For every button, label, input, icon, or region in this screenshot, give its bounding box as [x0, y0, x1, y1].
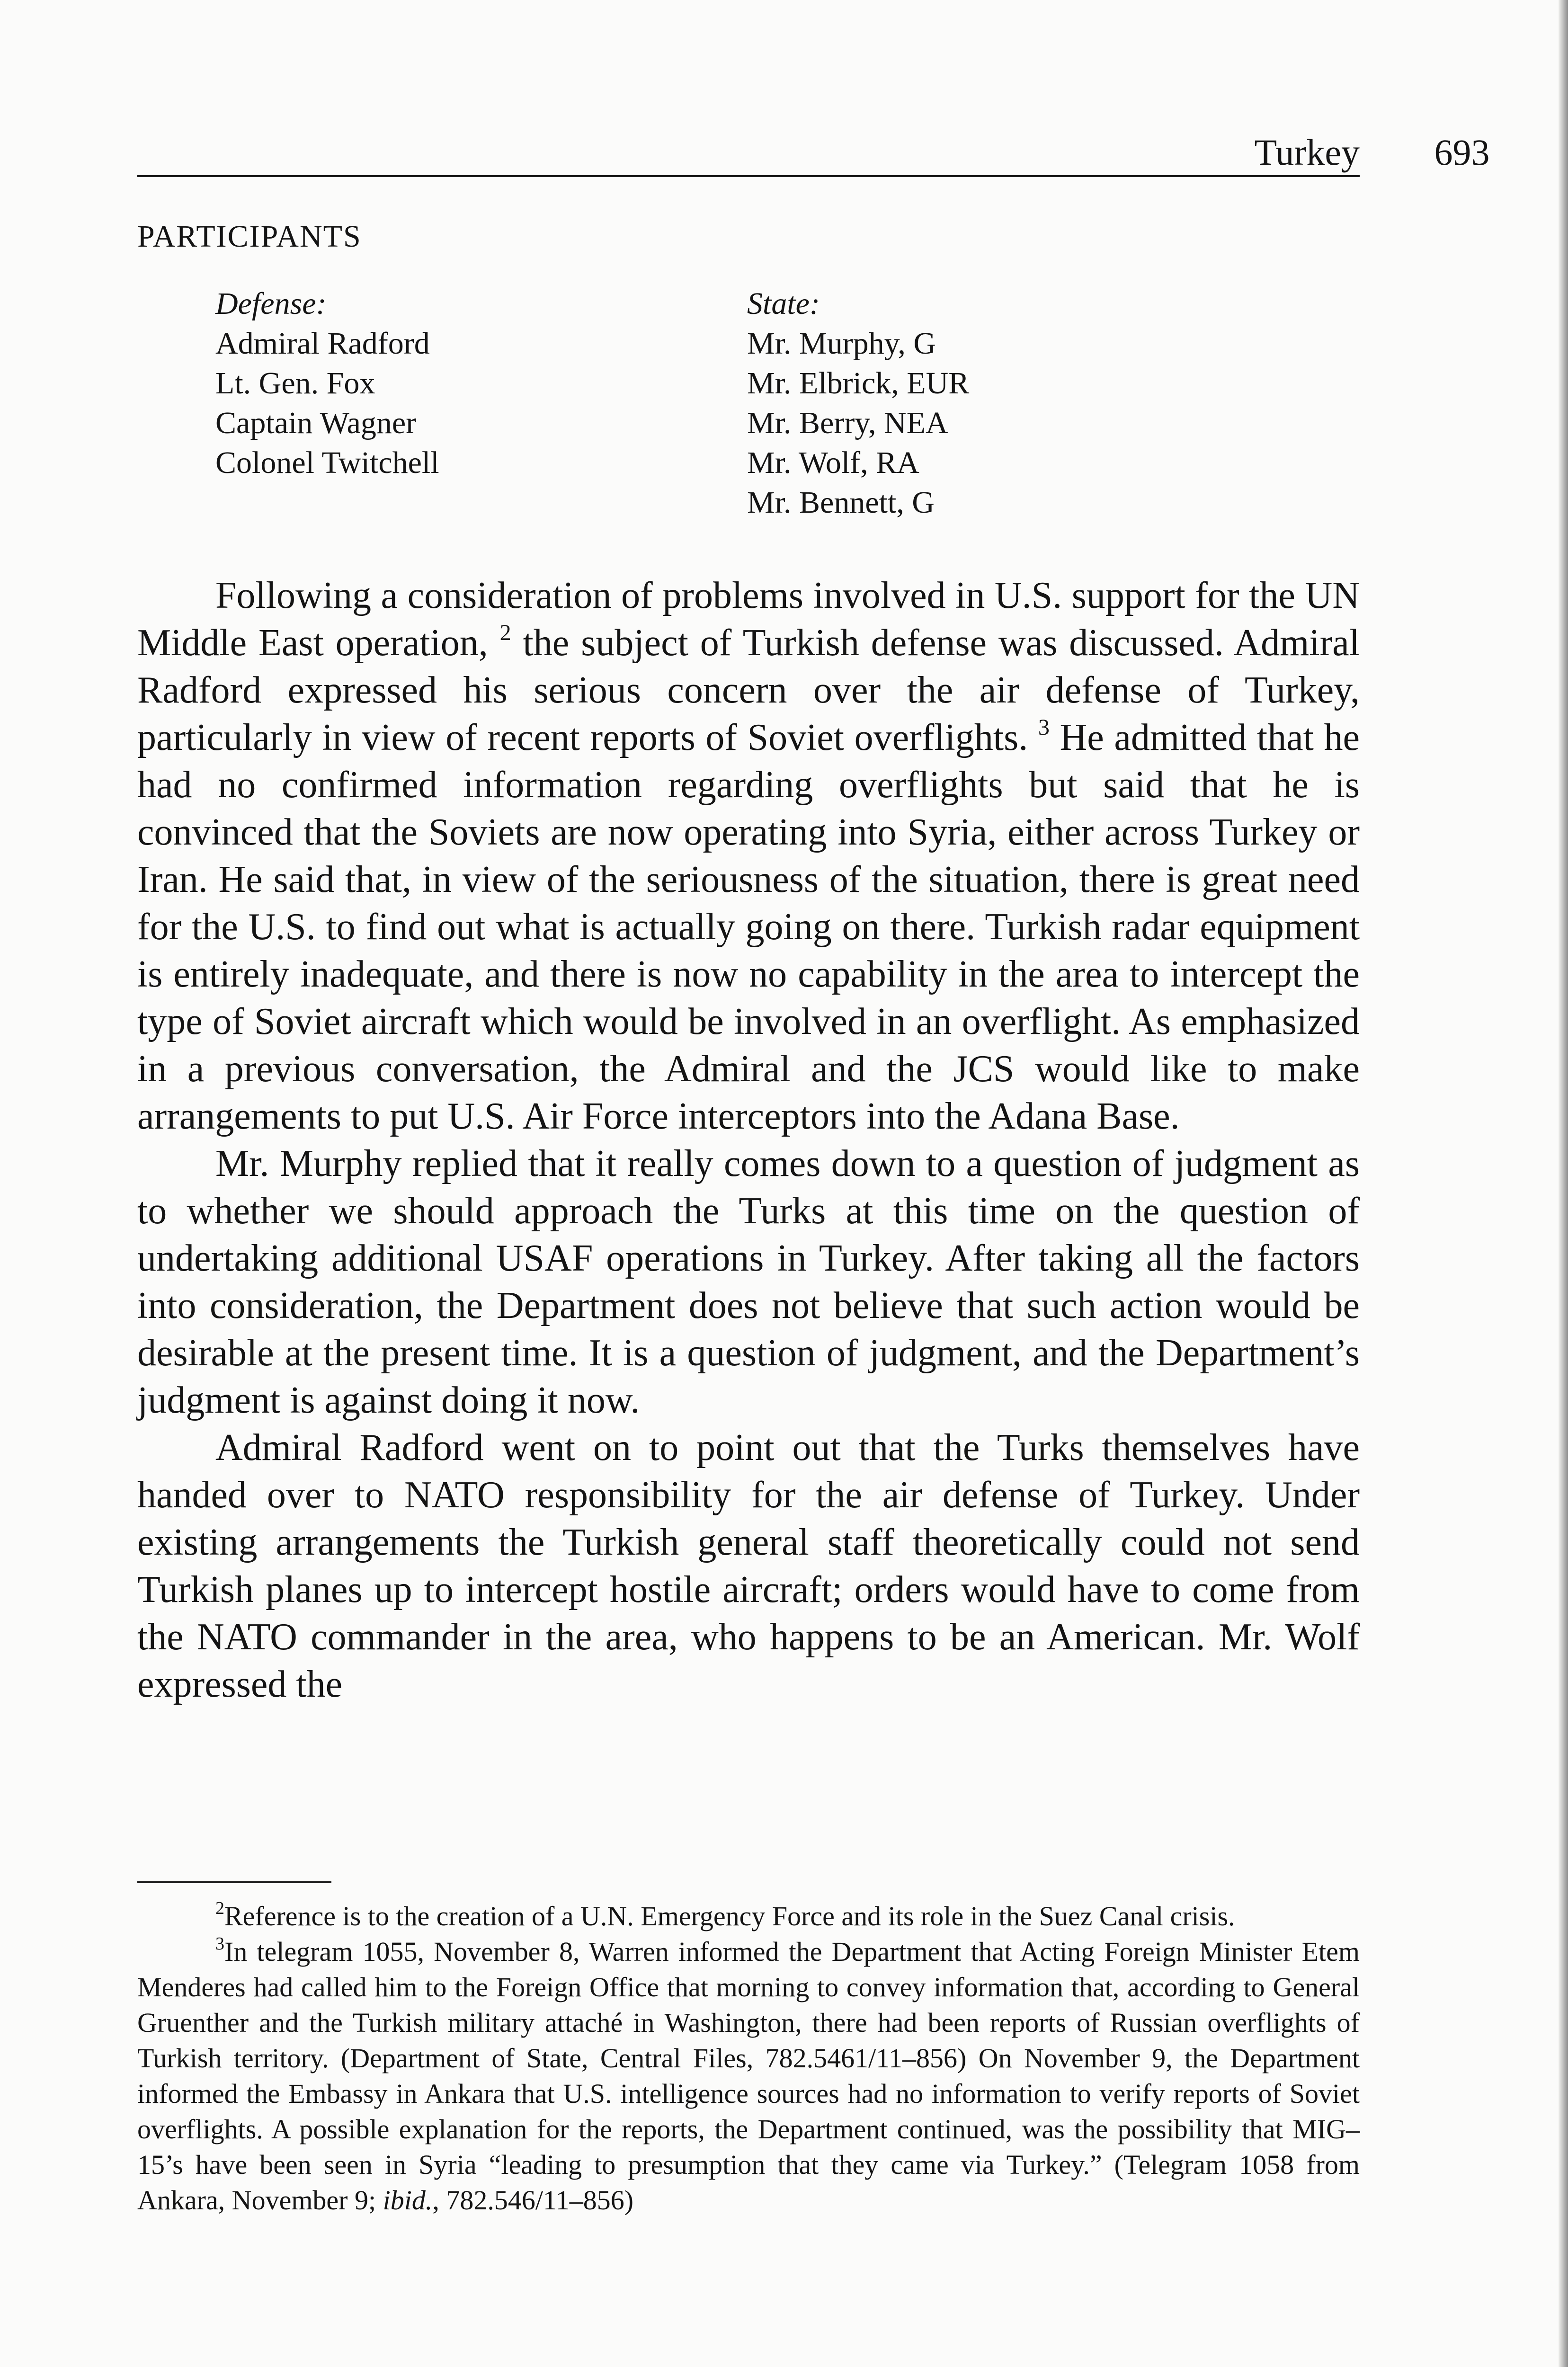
participant-name: Lt. Gen. Fox	[215, 366, 375, 400]
paragraph-3: Admiral Radford went on to point out that the Turks themselves have handed over to NATO responsibility for the air defense of Turkey. Under existing arrangements the Turkish general staff theoretically could not send Turkish planes up to intercept hostile aircraft; orders would have to come from the NATO commander in the area, who happens to be an American. Mr. Wolf expressed the	[137, 1427, 1360, 1705]
participant-name: Mr. Wolf, RA	[747, 445, 919, 480]
participant-name: Captain Wagner	[215, 406, 417, 440]
paragraph-1-part-a: Following a consideration of problems involved in U.S. support for the UN Middle East operation,	[137, 575, 1360, 664]
state-participants	[747, 284, 969, 523]
paragraph-1	[137, 572, 1360, 1140]
page-number: 693	[1434, 132, 1490, 173]
footnote-ref-2[interactable]: 2	[499, 620, 511, 645]
participant-name: Colonel Twitchell	[215, 445, 439, 480]
footnote-number: 3	[215, 1934, 224, 1954]
participant-name: Mr. Bennett, G	[747, 485, 935, 520]
participants-heading: PARTICIPANTS	[137, 219, 362, 254]
footnote-text: In telegram 1055, November 8, Warren informed the Department that Acting Foreign Minister Etem Menderes had called him to the Foreign Office that morning to convey information that, according to General Gruenther and the Turkish military attaché in Washington, there had been reports of Russian overflights of Turkish territory. (Department of State, Central Files, 782.5461/11–856) On November 9, the Department informed the Embassy in Ankara that U.S. intelligence sources had no information to verify reports of Soviet overflights. A possible explanation for the reports, the Department continued, was the possibility that MIG–15’s have been seen in Syria “leading to presumption that they came via Turkey.” (Telegram 1058 from Ankara, November 9;	[137, 1936, 1360, 2216]
participant-name: Mr. Murphy, G	[747, 326, 936, 361]
footnote-2	[137, 1898, 1360, 1934]
paragraph-2: Mr. Murphy replied that it really comes down to a question of judgment as to whether we should approach the Turks at this time on the question of undertaking additional USAF operations in Turkey. After taking all the factors into consideration, the Department does not believe that such action would be desirable at the present time. It is a question of judgment, and the Department’s judgment is against doing it now.	[137, 1143, 1360, 1421]
footnote-text-end: , 782.546/11–856)	[432, 2185, 634, 2216]
running-head-section: Turkey	[1254, 132, 1360, 173]
state-label: State:	[747, 286, 820, 321]
page-edge-shadow	[1559, 0, 1568, 2367]
defense-label: Defense:	[215, 286, 327, 321]
footnote-3	[137, 1934, 1360, 2218]
footnote-text: Reference is to the creation of a U.N. Emergency Force and its role in the Suez Canal crisis.	[224, 1901, 1235, 1931]
body-text	[137, 572, 1360, 1708]
participant-name: Admiral Radford	[215, 326, 430, 361]
footnote-rule	[137, 1881, 331, 1883]
running-head	[1254, 132, 1490, 173]
footnote-ibid: ibid.	[383, 2185, 433, 2216]
paragraph-1-part-c: He admitted that he had no confirmed information regarding overflights but said that he is convinced that the Soviets are now operating into Syria, either across Turkey or Iran. He said that, in view of the seriousness of the situation, there is great need for the U.S. to find out what is actually going on there. Turkish radar equipment is entirely inadequate, and there is now no capability in the area to intercept the type of Soviet aircraft which would be involved in an overflight. As emphasized in a previous conversation, the Admiral and the JCS would like to make arrangements to put U.S. Air Force interceptors into the Adana Base.	[137, 717, 1360, 1137]
defense-participants	[215, 284, 439, 483]
footnote-ref-3[interactable]: 3	[1038, 715, 1050, 740]
participant-name: Mr. Berry, NEA	[747, 406, 948, 440]
footnotes	[137, 1898, 1360, 2218]
participant-name: Mr. Elbrick, EUR	[747, 366, 970, 400]
paragraph-1-part-b: the subject of Turkish defense was discussed. Admiral Radford expressed his serious concern over the air defense of Turkey, particularly in view of recent reports of Soviet overflights.	[137, 622, 1360, 758]
header-rule	[137, 175, 1360, 177]
footnote-number: 2	[215, 1898, 224, 1918]
